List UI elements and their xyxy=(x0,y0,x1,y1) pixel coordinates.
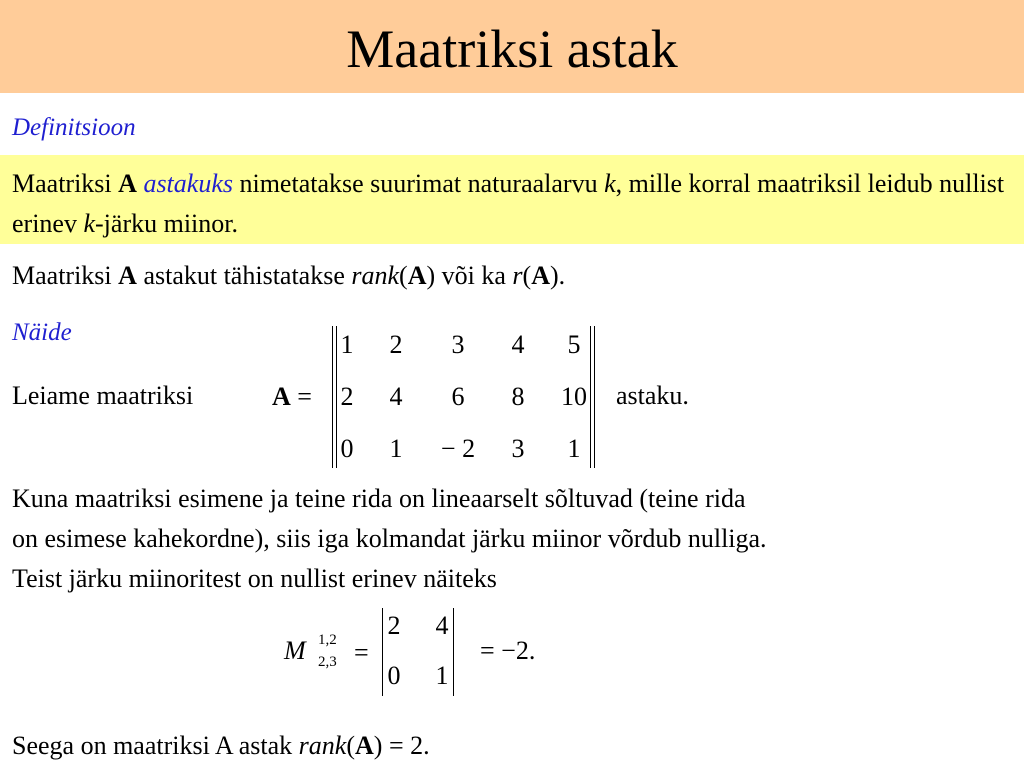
matrix-cell: 4 xyxy=(511,330,525,359)
def-matrix-a: A xyxy=(118,169,137,198)
minor-cell: 0 xyxy=(387,661,401,690)
determinant-left-bar-outer xyxy=(332,326,333,468)
def-text-2: nimetatakse suurimat naturaalarvu xyxy=(232,169,605,198)
slide-title: Maatriksi astak xyxy=(346,18,678,79)
matrix-cell: 1 xyxy=(567,434,581,463)
def-k-1: k xyxy=(604,169,616,198)
matrix-cell: 8 xyxy=(511,382,525,411)
matrix-label xyxy=(272,384,312,410)
notation-r: r xyxy=(512,261,523,290)
notation-text-3: ) või ka xyxy=(426,261,513,290)
matrix-cell: 3 xyxy=(451,330,465,359)
def-text-3: , mille korral maatriksil leidub nullist erinev xyxy=(12,169,1005,238)
matrix-cell: 1 xyxy=(389,434,403,463)
determinant-right-bar-outer xyxy=(594,326,595,468)
matrix-cell: 6 xyxy=(451,382,465,411)
minor-cell: 1 xyxy=(435,661,449,690)
explanation-line-2: on esimese kahekordne), siis iga kolmandat järku miinor võrdub nulliga. xyxy=(12,524,767,553)
def-term: astakuks xyxy=(143,169,233,198)
matrix-cell: 2 xyxy=(340,382,354,411)
notation-text-4: ). xyxy=(550,261,566,290)
notation-a-1: A xyxy=(118,261,137,290)
minor-subscript: 2,3 xyxy=(318,654,337,670)
definition-text xyxy=(12,164,1017,244)
example-lead: Leiame maatriksi xyxy=(12,381,194,410)
example-trail: astaku. xyxy=(616,381,689,410)
notation-paren-open-2: ( xyxy=(522,261,532,290)
matrix-cell: 0 xyxy=(340,434,354,463)
matrix-cell: 1 xyxy=(340,330,354,359)
minor-symbol-group xyxy=(284,630,369,680)
minor-symbol: M xyxy=(284,636,306,665)
minor-result: = −2. xyxy=(480,636,536,665)
minor-cell: 4 xyxy=(435,611,449,640)
notation-rank: rank xyxy=(351,261,400,290)
example-heading: Näide xyxy=(12,319,72,346)
matrix-cell: − 2 xyxy=(440,434,476,463)
matrix-cell: 3 xyxy=(511,434,525,463)
def-text-1: Maatriksi xyxy=(12,169,119,198)
definition-heading: Definitsioon xyxy=(12,114,136,141)
notation-a-3: A xyxy=(531,261,550,290)
conclusion-a: A xyxy=(355,731,374,760)
matrix-cell: 4 xyxy=(389,382,403,411)
matrix-equals: = xyxy=(297,382,312,411)
matrix-name: A xyxy=(272,382,291,411)
def-k-2: k xyxy=(83,209,96,238)
notation-text-2: astakut tähistatakse xyxy=(136,261,352,290)
notation-text-1: Maatriksi xyxy=(12,261,119,290)
notation-paren-open-1: ( xyxy=(399,261,408,290)
explanation-line-3: Teist järku miinoritest on nullist erinev näiteks xyxy=(12,564,497,593)
explanation-line-1: Kuna maatriksi esimene ja teine rida on lineaarselt sõltuvad (teine rida xyxy=(12,484,746,513)
conclusion-line xyxy=(12,726,430,766)
notation-a-2: A xyxy=(407,261,427,290)
minor-superscript: 1,2 xyxy=(318,632,337,648)
notation-line xyxy=(12,256,565,296)
title-bar xyxy=(0,0,1024,93)
matrix-cell: 2 xyxy=(389,330,403,359)
matrix-cell: 5 xyxy=(567,330,581,359)
conclusion-paren-open: ( xyxy=(346,731,356,760)
conclusion-rank: rank xyxy=(298,731,347,760)
conclusion-text-2: ) = 2. xyxy=(373,731,430,760)
def-text-4: -järku miinor. xyxy=(95,209,238,238)
matrix-cell: 10 xyxy=(561,382,587,411)
conclusion-text-1: Seega on maatriksi A astak xyxy=(12,731,299,760)
minor-cell: 2 xyxy=(387,611,401,640)
minor-equals: = xyxy=(354,638,369,667)
